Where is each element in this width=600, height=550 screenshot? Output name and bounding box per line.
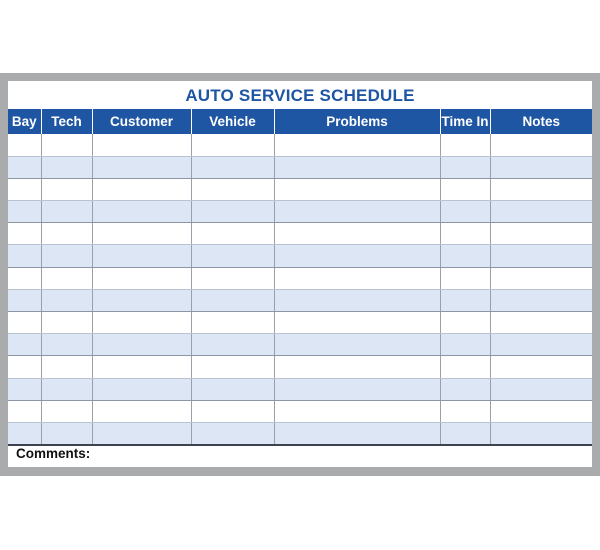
- table-cell-vehicle[interactable]: [191, 400, 274, 422]
- table-cell-problems[interactable]: [274, 223, 440, 245]
- column-header-bay: Bay: [8, 109, 41, 134]
- table-cell-problems[interactable]: [274, 334, 440, 356]
- table-cell-notes[interactable]: [490, 312, 592, 334]
- table-cell-tech[interactable]: [41, 289, 92, 311]
- schedule-body: [8, 134, 592, 445]
- table-cell-bay[interactable]: [8, 312, 41, 334]
- table-row: [8, 223, 592, 245]
- table-cell-vehicle[interactable]: [191, 334, 274, 356]
- table-cell-bay[interactable]: [8, 378, 41, 400]
- table-cell-vehicle[interactable]: [191, 134, 274, 156]
- table-cell-time-in[interactable]: [440, 400, 490, 422]
- table-cell-customer[interactable]: [92, 289, 191, 311]
- table-cell-customer[interactable]: [92, 378, 191, 400]
- table-cell-vehicle[interactable]: [191, 223, 274, 245]
- table-cell-notes[interactable]: [490, 356, 592, 378]
- table-cell-problems[interactable]: [274, 201, 440, 223]
- table-cell-time-in[interactable]: [440, 245, 490, 267]
- table-cell-problems[interactable]: [274, 267, 440, 289]
- table-cell-customer[interactable]: [92, 156, 191, 178]
- table-cell-customer[interactable]: [92, 178, 191, 200]
- table-cell-tech[interactable]: [41, 178, 92, 200]
- table-cell-tech[interactable]: [41, 156, 92, 178]
- table-cell-tech[interactable]: [41, 245, 92, 267]
- table-cell-time-in[interactable]: [440, 356, 490, 378]
- table-cell-vehicle[interactable]: [191, 245, 274, 267]
- table-cell-notes[interactable]: [490, 178, 592, 200]
- table-cell-time-in[interactable]: [440, 289, 490, 311]
- column-header-problems: Problems: [274, 109, 440, 134]
- table-cell-problems[interactable]: [274, 134, 440, 156]
- table-row: [8, 267, 592, 289]
- table-cell-tech[interactable]: [41, 223, 92, 245]
- table-row: [8, 400, 592, 422]
- table-cell-bay[interactable]: [8, 201, 41, 223]
- column-header-notes: Notes: [490, 109, 592, 134]
- comments-label: Comments:: [16, 446, 91, 461]
- table-cell-notes[interactable]: [490, 267, 592, 289]
- table-cell-customer[interactable]: [92, 400, 191, 422]
- table-cell-bay[interactable]: [8, 267, 41, 289]
- table-cell-customer[interactable]: [92, 312, 191, 334]
- table-cell-bay[interactable]: [8, 134, 41, 156]
- table-row: [8, 178, 592, 200]
- column-header-customer: Customer: [92, 109, 191, 134]
- table-row: [8, 356, 592, 378]
- table-cell-tech[interactable]: [41, 312, 92, 334]
- table-cell-time-in[interactable]: [440, 156, 490, 178]
- table-cell-notes[interactable]: [490, 201, 592, 223]
- column-header-tech: Tech: [41, 109, 92, 134]
- table-cell-vehicle[interactable]: [191, 156, 274, 178]
- table-cell-problems[interactable]: [274, 178, 440, 200]
- table-cell-time-in[interactable]: [440, 201, 490, 223]
- table-cell-vehicle[interactable]: [191, 289, 274, 311]
- table-cell-time-in[interactable]: [440, 223, 490, 245]
- table-row: [8, 312, 592, 334]
- table-cell-notes[interactable]: [490, 289, 592, 311]
- table-cell-bay[interactable]: [8, 178, 41, 200]
- table-cell-customer[interactable]: [92, 245, 191, 267]
- table-cell-problems[interactable]: [274, 289, 440, 311]
- table-cell-time-in[interactable]: [440, 312, 490, 334]
- table-cell-notes[interactable]: [490, 400, 592, 422]
- table-cell-notes[interactable]: [490, 334, 592, 356]
- table-cell-vehicle[interactable]: [191, 178, 274, 200]
- table-cell-bay[interactable]: [8, 400, 41, 422]
- table-cell-vehicle[interactable]: [191, 201, 274, 223]
- table-row: [8, 334, 592, 356]
- table-cell-time-in[interactable]: [440, 134, 490, 156]
- column-header-vehicle: Vehicle: [191, 109, 274, 134]
- table-cell-customer[interactable]: [92, 134, 191, 156]
- table-cell-notes[interactable]: [490, 378, 592, 400]
- table-cell-tech[interactable]: [41, 134, 92, 156]
- table-row: [8, 201, 592, 223]
- table-row: [8, 289, 592, 311]
- table-cell-tech[interactable]: [41, 334, 92, 356]
- table-cell-vehicle[interactable]: [191, 312, 274, 334]
- table-cell-time-in[interactable]: [440, 334, 490, 356]
- table-cell-customer[interactable]: [92, 356, 191, 378]
- table-cell-vehicle[interactable]: [191, 378, 274, 400]
- table-cell-problems[interactable]: [274, 378, 440, 400]
- table-cell-vehicle[interactable]: [191, 267, 274, 289]
- header-row: [8, 109, 592, 134]
- table-cell-bay[interactable]: [8, 356, 41, 378]
- table-cell-problems[interactable]: [274, 400, 440, 422]
- board-title: AUTO SERVICE SCHEDULE: [185, 86, 415, 105]
- table-cell-tech[interactable]: [41, 356, 92, 378]
- table-cell-bay[interactable]: [8, 223, 41, 245]
- table-cell-customer[interactable]: [92, 201, 191, 223]
- whiteboard-frame: [0, 73, 600, 476]
- table-cell-notes[interactable]: [490, 245, 592, 267]
- table-cell-bay[interactable]: [8, 289, 41, 311]
- table-row: [8, 134, 592, 156]
- table-row: [8, 245, 592, 267]
- table-cell-notes[interactable]: [490, 223, 592, 245]
- table-cell-problems[interactable]: [274, 312, 440, 334]
- comments-row[interactable]: [8, 441, 592, 467]
- table-cell-bay[interactable]: [8, 156, 41, 178]
- table-cell-customer[interactable]: [92, 223, 191, 245]
- table-cell-time-in[interactable]: [440, 378, 490, 400]
- table-cell-bay[interactable]: [8, 334, 41, 356]
- table-cell-problems[interactable]: [274, 156, 440, 178]
- whiteboard-surface: [8, 81, 592, 467]
- table-cell-tech[interactable]: [41, 400, 92, 422]
- table-cell-tech[interactable]: [41, 201, 92, 223]
- table-cell-notes[interactable]: [490, 134, 592, 156]
- table-row: [8, 378, 592, 400]
- table-cell-notes[interactable]: [490, 156, 592, 178]
- schedule-table: [8, 109, 592, 446]
- table-cell-time-in[interactable]: [440, 178, 490, 200]
- table-cell-customer[interactable]: [92, 334, 191, 356]
- table-cell-bay[interactable]: [8, 245, 41, 267]
- table-cell-customer[interactable]: [92, 267, 191, 289]
- table-row: [8, 156, 592, 178]
- table-cell-tech[interactable]: [41, 267, 92, 289]
- table-cell-problems[interactable]: [274, 245, 440, 267]
- table-cell-vehicle[interactable]: [191, 356, 274, 378]
- table-cell-problems[interactable]: [274, 356, 440, 378]
- table-cell-tech[interactable]: [41, 378, 92, 400]
- table-cell-time-in[interactable]: [440, 267, 490, 289]
- column-header-time-in: Time In: [440, 109, 490, 134]
